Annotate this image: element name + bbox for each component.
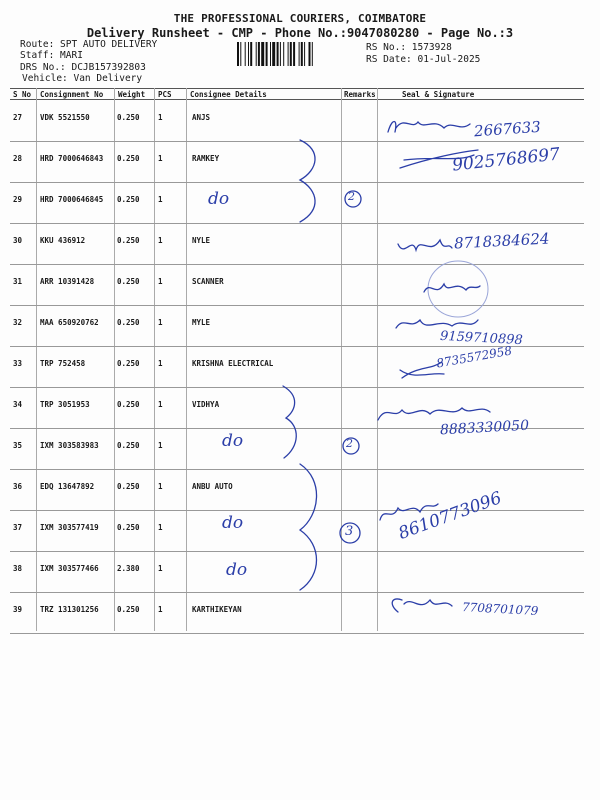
staff-label: Staff: MARI	[20, 50, 83, 61]
row-consignment-no: HRD 7000646845	[40, 195, 104, 204]
barcode-bar	[293, 42, 295, 66]
row-pcs: 1	[158, 564, 163, 573]
barcode	[236, 42, 358, 66]
row-consignee: VIDHYA	[192, 400, 220, 409]
row-sno: 37	[13, 523, 23, 532]
barcode-bar	[304, 42, 305, 66]
row-consignment-no: IXM 303577419	[40, 523, 99, 532]
table-row	[10, 182, 584, 223]
phone-number: 7708701079	[461, 600, 539, 618]
phone-number: 2667633	[473, 117, 542, 141]
phone-number: 8735572958	[435, 343, 513, 371]
route-label: Route: SPT AUTO DELIVERY	[20, 39, 158, 50]
row-weight: 0.250	[117, 195, 140, 204]
row-consignment-no: KKU 436912	[40, 236, 86, 245]
row-consignment-no: MAA 650920762	[40, 318, 99, 327]
row-consignment-no: EDQ 13647892	[40, 482, 95, 491]
row-pcs: 1	[158, 318, 163, 327]
barcode-bar	[290, 42, 292, 66]
row-consignee: SCANNER	[192, 277, 224, 286]
count-mark: 2	[346, 437, 353, 450]
row-weight: 0.250	[117, 318, 140, 327]
barcode-bar	[288, 42, 289, 66]
barcode-bar	[266, 42, 268, 66]
row-consignment-no: IXM 303577466	[40, 564, 99, 573]
phone-number: 8610773096	[395, 488, 505, 544]
row-sno: 28	[13, 154, 23, 163]
row-sno: 36	[13, 482, 23, 491]
header-subtitle: Delivery Runsheet - CMP - Phone No.:9047080280 - Page No.:3	[86, 26, 514, 40]
ditto-mark: do	[226, 560, 248, 580]
rs-number: RS No.: 1573928	[366, 42, 452, 53]
barcode-bar	[270, 42, 271, 66]
row-sno: 30	[13, 236, 23, 245]
row-consignment-no: IXM 303583983	[40, 441, 99, 450]
table-row	[10, 551, 584, 592]
row-weight: 0.250	[117, 482, 140, 491]
row-sno: 29	[13, 195, 23, 204]
row-pcs: 1	[158, 605, 163, 614]
count-mark: 3	[345, 524, 354, 539]
row-pcs: 1	[158, 154, 163, 163]
row-sno: 31	[13, 277, 23, 286]
row-sno: 39	[13, 605, 23, 614]
row-consignment-no: HRD 7000646843	[40, 154, 104, 163]
row-pcs: 1	[158, 482, 163, 491]
row-consignment-no: TRZ 131301256	[40, 605, 99, 614]
barcode-bar	[280, 42, 281, 66]
count-mark: 2	[348, 190, 355, 203]
row-pcs: 1	[158, 441, 163, 450]
header-remarks: Remarks	[344, 90, 376, 99]
header-pcs: PCS	[158, 90, 172, 99]
barcode-bar	[261, 42, 264, 66]
row-consignment-no: ARR 10391428	[40, 277, 95, 286]
row-consignee: MYLE	[192, 318, 211, 327]
header-title: THE PROFESSIONAL COURIERS, COIMBATORE	[173, 12, 427, 25]
row-weight: 0.250	[117, 523, 140, 532]
row-consignment-no: VDK 5521550	[40, 113, 90, 122]
row-consignment-no: TRP 752458	[40, 359, 86, 368]
row-sno: 27	[13, 113, 23, 122]
barcode-bar	[250, 42, 252, 66]
row-pcs: 1	[158, 359, 163, 368]
row-sno: 35	[13, 441, 23, 450]
row-weight: 2.380	[117, 564, 140, 573]
row-weight: 0.250	[117, 400, 140, 409]
phone-number: 9159710898	[439, 328, 524, 349]
row-pcs: 1	[158, 195, 163, 204]
row-pcs: 1	[158, 277, 163, 286]
header-sno: S No	[13, 90, 32, 99]
row-consignee: KARTHIKEYAN	[192, 605, 242, 614]
row-weight: 0.250	[117, 236, 140, 245]
barcode-bar	[301, 42, 303, 66]
row-pcs: 1	[158, 113, 163, 122]
barcode-bar	[312, 42, 313, 66]
barcode-bar	[299, 42, 300, 66]
ditto-mark: do	[222, 431, 244, 451]
barcode-bar	[245, 42, 246, 66]
header-consignment: Consignment No	[40, 90, 104, 99]
row-sno: 38	[13, 564, 23, 573]
ditto-mark: do	[208, 189, 230, 209]
barcode-bar	[256, 42, 257, 66]
barcode-bar	[258, 42, 260, 66]
row-consignee: KRISHNA ELECTRICAL	[192, 359, 274, 368]
row-weight: 0.250	[117, 113, 140, 122]
ditto-mark: do	[222, 513, 244, 533]
barcode-bar	[240, 42, 241, 66]
phone-number: 9025768697	[451, 144, 561, 176]
row-pcs: 1	[158, 523, 163, 532]
row-weight: 0.250	[117, 154, 140, 163]
barcode-bar	[309, 42, 311, 66]
row-consignee: RAMKEY	[192, 154, 220, 163]
barcode-bar	[283, 42, 284, 66]
row-weight: 0.250	[117, 359, 140, 368]
row-pcs: 1	[158, 400, 163, 409]
barcode-bar	[272, 42, 275, 66]
barcode-bar	[248, 42, 249, 66]
rs-date: RS Date: 01-Jul-2025	[366, 54, 481, 65]
drs-label: DRS No.: DCJB157392803	[20, 62, 146, 73]
row-consignee: NYLE	[192, 236, 211, 245]
row-pcs: 1	[158, 236, 163, 245]
row-sno: 34	[13, 400, 23, 409]
header-signature: Seal & Signature	[402, 90, 475, 99]
row-consignment-no: TRP 3051953	[40, 400, 90, 409]
table-row	[10, 264, 584, 305]
row-consignee: ANBU AUTO	[192, 482, 233, 491]
phone-number: 8718384624	[453, 229, 550, 253]
row-weight: 0.250	[117, 605, 140, 614]
table-row	[10, 510, 584, 551]
row-sno: 33	[13, 359, 23, 368]
row-sno: 32	[13, 318, 23, 327]
row-consignee: ANJS	[192, 113, 211, 122]
header-weight: Weight	[118, 90, 146, 99]
header-consignee: Consignee Details	[190, 90, 267, 99]
table-top-rule	[10, 88, 584, 89]
vehicle-label: Vehicle: Van Delivery	[22, 73, 143, 84]
row-divider	[10, 633, 584, 634]
row-weight: 0.250	[117, 277, 140, 286]
phone-number: 8883330050	[439, 417, 530, 439]
row-weight: 0.250	[117, 441, 140, 450]
barcode-bar	[237, 42, 239, 66]
barcode-bar	[277, 42, 279, 66]
